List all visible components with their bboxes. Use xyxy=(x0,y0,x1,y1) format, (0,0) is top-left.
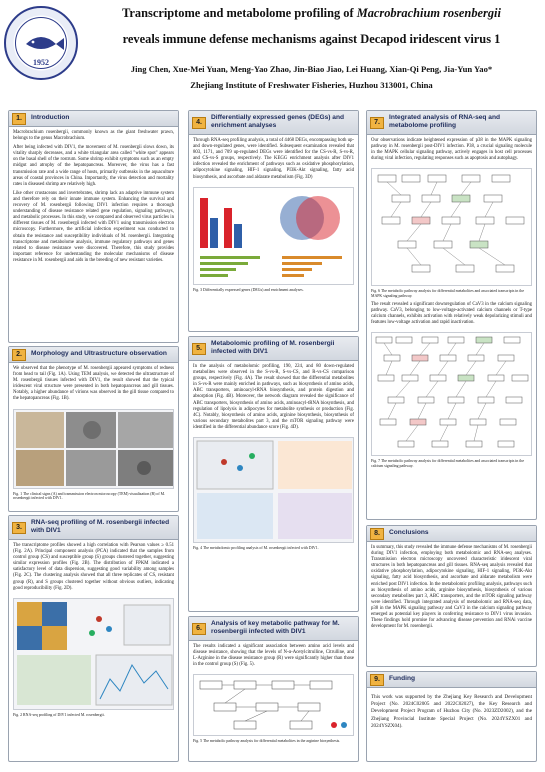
section-number: 8. xyxy=(370,528,384,540)
figure-7-camp-pathway xyxy=(371,332,532,456)
university-logo xyxy=(4,6,78,80)
section-conclusions xyxy=(366,525,537,667)
section-header xyxy=(9,111,178,127)
tem-images xyxy=(14,410,175,488)
section-number: 3. xyxy=(12,522,26,534)
authors: Jing Chen, Xue-Mei Yuan, Meng-Yao Zhao, Jin-Biao Jiao, Lei Huang, Xian-Qi Peng, Jia-Yun Yao* xyxy=(130,64,493,74)
section-header xyxy=(367,672,536,688)
figure-1-micrographs xyxy=(13,409,174,489)
metabolomic-text: In the analysis of metabolomic profiling, 190, 224, and 80 down-regulated metabolites were observed in the S-vs-R, S-vs-CS, and R-vs-CS comparison groups, respectively (Fig. 4A). The result showed that the differential metabolites in S-vs-R were mainly enriched in pathways, such as biosynthesis of amino acids, ABC transporters, aminoacyl-tRNA biosynthesis, and protein digestion and absorption (Fig. 4B). Moreover, the network diagram revealed the significance of ABC transporters, biosynthesis of amino acids, aminoacyl-tRNA biosynthesis, and regulation of lipolysis in adipocytes for metabolite synthesis or production (Fig. 4C). Notably, biosynthesis of amino acids, arginine biosynthesis, biosynthesis of various secondary metabolites part 3, and the mTOR signaling pathway were identified in the differential abundance score (Fig. 4D). xyxy=(193,364,354,430)
section-header xyxy=(367,111,536,135)
section-number: 4. xyxy=(192,117,206,129)
section-header xyxy=(189,111,358,135)
section-number: 7. xyxy=(370,117,384,129)
figure-2-rnaseq xyxy=(13,598,174,710)
section-title: Funding xyxy=(389,675,415,682)
section-metabolomic-profiling xyxy=(188,336,359,612)
figure-3-caption: Fig. 3 Differentially expressed genes (DEGs) and enrichment analyses. xyxy=(193,287,304,292)
section-title: Analysis of key metabolic pathway for M. rosenbergii infected with DIV1 xyxy=(211,620,340,635)
camp-pathway-diagram xyxy=(372,333,533,455)
funding-text: This work was supported by the Zhejiang Key Research and Development Project (No. 2024C02005 and 2022C02027), the Key Research and Development Project Program of Huzhou City (No. 2023ZD2002), and the Zhejiang Provincial Institute Special Project (No. 2024YSZX01 and 2024YSZX04). xyxy=(371,694,532,729)
pathway-diagram xyxy=(194,675,355,735)
section-title: Differentially expressed genes (DEGs) and enrichment analyses xyxy=(211,114,345,129)
section-number: 5. xyxy=(192,343,206,355)
fish-icon xyxy=(6,8,76,78)
metabolome-panels xyxy=(194,438,355,542)
figure-1-caption: Fig. 1 The clinical signs (A) and transmission electron microscopy (TEM) visualization (B) of M. rosenbergii infected with DIV1. xyxy=(13,491,166,501)
affiliation: Zhejiang Institute of Freshwater Fisheries, Huzhou 313001, China xyxy=(190,80,433,90)
poster-title-line-2: reveals immune defense mechanisms against Decapod iridescent virus 1 xyxy=(122,32,501,46)
section-introduction xyxy=(8,110,179,343)
section-integrated-analysis xyxy=(366,110,537,520)
section-title: Metabolomic profiling of M. rosenbergii infected with DIV1 xyxy=(211,340,335,355)
figure-6-caption: Fig. 6 The metabolic pathway analysis for differential metabolites and associated transcripts in the MAPK signaling pathway. xyxy=(371,289,525,299)
mapk-pathway-diagram xyxy=(372,169,533,285)
section-title: Integrated analysis of RNA-seq and metabolome profiling xyxy=(389,114,501,129)
section-header xyxy=(189,617,358,641)
degs-text: Through RNA-seq profiling analysis, a total of 4468 DEGs, encompassing both up- and down-regulated genes, were identified. Subsequent examination revealed that 803, 1171, and 709 up-regulated DEGs were identified for the CS-vs-R, S-vs-R, and CS-vs-S groups, respectively. The KEGG enrichment analysis after DIV1 infection revealed the enrichment of pathways such as oxidative phosphorylation, adipocytokine signaling, HIF-1 signaling, PI3K-Akt signaling, fatty acid biosynthesis, and ascorbate and aldarate metabolism (Fig. 3D) xyxy=(193,138,354,180)
column-right xyxy=(366,110,537,762)
section-header xyxy=(9,516,178,540)
integrated-text-2: The result revealed a significant downregulation of CaV3 in the calcium signaling pathway. CaV3, belonging to low-voltage-activated calcium channels or T-type calcium channels, exhibits activation with relatively weak depolarizing stimuli and features low-voltage activation and rapid inactivation. xyxy=(371,301,532,326)
section-number: 2. xyxy=(12,349,26,361)
figure-4-metabolome xyxy=(193,437,354,543)
poster-title-line-1: Transcriptome and metabolome profiling of Macrobrachium rosenbergii xyxy=(122,6,501,20)
column-middle xyxy=(188,110,359,762)
poster-header xyxy=(0,0,545,104)
section-title: Morphology and Ultrastructure observation xyxy=(31,350,167,357)
degs-charts xyxy=(194,188,355,284)
section-number: 6. xyxy=(192,623,206,635)
section-header xyxy=(9,347,178,363)
section-header xyxy=(189,337,358,361)
figure-5-caption: Fig. 5 The metabolic pathway analysis for differential metabolites in the arginine biosynthesis. xyxy=(193,739,341,744)
section-title: Conclusions xyxy=(389,529,429,536)
integrated-text-1: Our observations indicate heightened expression of p38 in the MAPK signaling pathway in M. rosenbergii post-DIV1 infection. P38, a crucial signaling molecule in the MAPK cellular signaling pathway, actively engages in host cell processes during viral infection, regulating responses such as apoptosis and autophagy. xyxy=(371,138,532,162)
figure-5-pathway xyxy=(193,674,354,736)
section-key-metabolic-pathway xyxy=(188,616,359,762)
section-number: 9. xyxy=(370,674,384,686)
conclusions-text: In summary, this study revealed the immune defense mechanisms of M. rosenbergii during DIV1 infection, employing both metabolomic and RNA-seq analyses. Transmission electron microscopy uncovered characteristic iridescent viral structures in both hepatopancreas and gill tissues. RNA-seq analysis revealed that oxidative phosphorylation, adipocytokine signaling, HIF-1 signaling, PI3K-Akt signaling, fatty acid biosynthesis, and ascorbate and aldarate metabolism were enriched post DIV1 infection. In the metabolomic profiling analysis, pathways such as biosynthesis of amino acids, arginine biosynthesis, biosynthesis of various secondary metabolites part 3, ABC transporters, and the mTOR signaling pathway were identified. Through integrated analysis of metabolomic and RNA-seq data, p38 in the MAPK signaling pathway and CaV3 in the calcium signaling pathway emerged as potential key players in conferring resistance to DIV1 virus invasion. These findings hold promise for advancing disease prevention and RNAi vaccine development for M. rosenbergii. xyxy=(371,545,532,630)
intro-text: Macrobrachium rosenbergii, commonly known as the giant freshwater prawn, belongs to the genus Macrobrachium. After being infected with DIV1, the movement of M. rosenbergii slows down, its vitality sharply decreases, and a white triangular area called "white spot" appears on the basal shell of the rostrum. Some shrimp exhibit symptoms such as an empty midgut and atrophy of the hepatopancreas. Moreover, the virus has a fast transmission rate and a wide range of hosts, primarily outbreaks in the aquaculture areas of coastal provinces in China. Importantly, the virus detection and mortality rates in diseased shrimp are relatively high. Like other crustaceans and invertebrates, shrimp lack an adaptive immune system and therefore rely on their innate immune system. Enhancing the survival and recovery of M. rosenbergii following DIV1 infection requires a thorough understanding of disease resistance related gene regulation, signaling pathways, and metabolic processes. In this study, we compared and observed virus particles in different tissues of M. rosenbergii infected with DIV1 using transmission electron microscopy. Furthermore, the artificial infection experiment was conducted to obtain the resistance and susceptibility individuals of M. rosenbergii. Integrating transcriptome and metabolome analysis, immune regulatory pathways and genes related to disease resistance were discovered. Therefore, this study provides important reference for understanding the molecular mechanisms of disease resistance in M. rosenbergii and aids in the breeding of new resistant varieties. xyxy=(13,130,174,263)
section-title: Introduction xyxy=(31,114,70,121)
morphology-text: We observed that the phenotype of M. rosenbergii appeared symptoms of redness from head to tail (Fig. 1A). Using TEM analysis, we detected the ultrastructure of M. rosenbergii tissues infected with DIV1, the result showed that the typical iridescent viral structure were presented in both hepatopancreas and gill tissues. Notably, a higher abundance of virions was observed in the gill tissue compared to the hepatopancreas (Fig. 1B). xyxy=(13,366,174,402)
figure-2-caption: Fig. 2 RNA-seq profiling of DIV1 infected M. rosenbergii. xyxy=(13,712,105,717)
section-degs xyxy=(188,110,359,332)
figure-3-degs xyxy=(193,187,354,285)
section-rnaseq-profiling xyxy=(8,515,179,762)
section-morphology xyxy=(8,346,179,512)
pathway-text: The results indicated a significant association between amino acid levels and disease resistance, showing that the levels of N-α-Acetylcitrulline, Citrulline, and L-Arginine in the disease resistance group (R) were significantly higher than those in the control group (S) (Fig. 5). xyxy=(193,644,354,668)
rnaseq-text: The transcriptome profiles showed a high correlation with Pearson values ≥ 0.51 (Fig. 2A). Principal component analysis (PCA) indicated that the samples from control group (CS) and susceptible group (S) groups clustered together, suggesting similar expression profiles (Fig. 2B). The distribution of FPKM indicated a satisfactory level of data dispersion, suggesting good variability among samples (Fig. 2C). The clustering analysis showed that all three replicates of CS, resistant group (R), and S groups clustered together without obvious outliers, indicating good reproducibility (Fig. 2D). xyxy=(13,543,174,591)
section-header xyxy=(367,526,536,542)
section-number: 1. xyxy=(12,113,26,125)
figure-6-mapk-pathway xyxy=(371,168,532,286)
section-title: RNA-seq profiling of M. rosenbergii infected with DIV1 xyxy=(31,519,170,534)
figure-7-caption: Fig. 7 The metabolic pathway analysis for differential metabolites and associated transcripts in the calcium signaling pathway. xyxy=(371,459,525,469)
section-funding xyxy=(366,671,537,762)
column-left xyxy=(8,110,179,762)
rnaseq-panels xyxy=(14,599,175,709)
figure-4-caption: Fig. 4 The metabolomic profiling analysis of M. rosenbergii infected with DIV1. xyxy=(193,546,319,551)
logo-year: 1952 xyxy=(33,58,49,67)
